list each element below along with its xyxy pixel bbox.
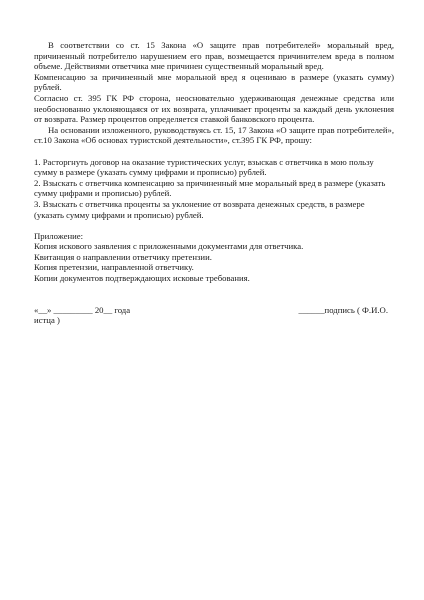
attachments-section [34, 231, 394, 284]
attachment-item-4: Копии документов подтверждающих исковые требования. [34, 273, 250, 284]
signature-row [34, 305, 394, 316]
attachments-heading: Приложение: [34, 230, 84, 241]
signature-line: ______подпись ( Ф.И.О. [298, 304, 388, 315]
attachment-item-3: Копия претензии, направленной ответчику. [34, 262, 194, 273]
spacer [34, 146, 394, 157]
attachment-item-1: Копия искового заявления с приложенными документами для ответчика. [34, 241, 304, 252]
attachment-item-2: Квитанция о направлении ответчику претензии. [34, 251, 212, 262]
document-page [34, 40, 394, 326]
spacer [34, 220, 394, 231]
spacer [34, 284, 394, 305]
paragraph-article-395: Согласно ст. 395 ГК РФ сторона, неосновательно удерживающая денежные средства или необоснованно уклоняющаяся от их возврата, уплачивает проценты за каждый день уклонения от возврата. Размер процентов определяется ставкой банковского процента. [34, 92, 394, 125]
requests-list [34, 157, 394, 221]
signature-line-continued: истца ) [34, 315, 60, 326]
paragraph-grounds-request: На основании изложенного, руководствуясь ст. 15, 17 Закона «О защите прав потребителей», ст.10 Закона «Об основах туристской деятельности», ст.395 ГК РФ, прошу: [34, 124, 394, 146]
request-item-1: 1. Расторгнуть договор на оказание туристических услуг, взыскав с ответчика в мою пользу сумму в размере (указать сумму цифрами и прописью) рублей. [34, 156, 374, 178]
paragraph-compensation-amount: Компенсацию за причиненный мне моральной вред я оцениваю в размере (указать сумму) рублей. [34, 71, 394, 93]
date-line: «__» _________ 20__ года [34, 304, 131, 315]
request-item-3: 3. Взыскать с ответчика проценты за уклонение от возврата денежных средств, в размере (указать сумму цифрами и прописью) рублей. [34, 198, 365, 220]
paragraph-moral-damage-law: В соответствии со ст. 15 Закона «О защите прав потребителей» моральный вред, причиненный потребителю нарушением его прав, возмещается причинителем вреда в полном объеме. Действиями ответчика мне причинен существенный моральный вред. [34, 40, 394, 72]
request-item-2: 2. Взыскать с ответчика компенсацию за причиненный мне моральный вред в размере (указать сумму цифрами и прописью) рублей. [34, 177, 386, 199]
